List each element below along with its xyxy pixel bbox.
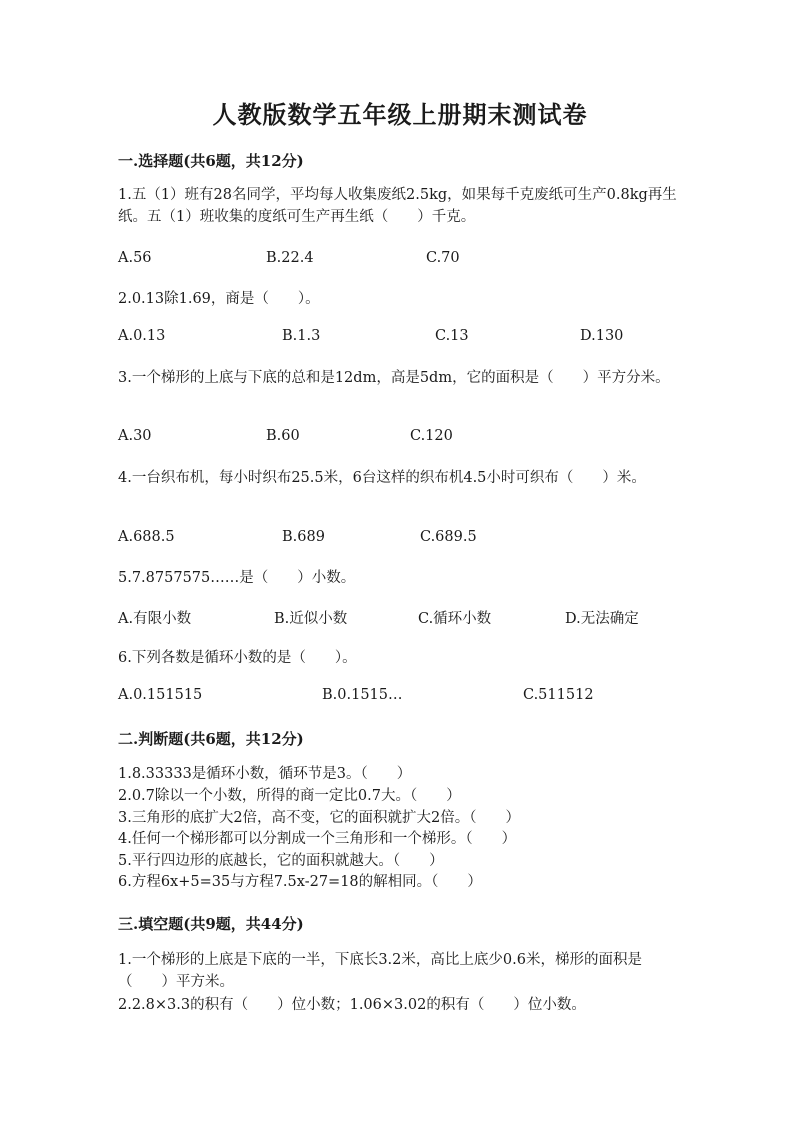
- fill-blank-item-1: 1.一个梯形的上底是下底的一半，下底长3.2米，高比上底少0.6米，梯形的面积是（ ）平方米。: [118, 952, 642, 990]
- page-title: 人教版数学五年级上册期末测试卷: [212, 100, 588, 129]
- question-5-option-a: A.有限小数: [118, 611, 192, 627]
- question-4-option-b: B.689: [282, 529, 325, 545]
- question-5-option-c: C.循环小数: [418, 611, 492, 627]
- question-3-option-b: B.60: [266, 428, 300, 444]
- question-2-option-a: A.0.13: [118, 328, 166, 344]
- question-1-option-c: C.70: [426, 250, 460, 266]
- question-3-option-c: C.120: [410, 428, 453, 444]
- true-false-item-4: 4.任何一个梯形都可以分割成一个三角形和一个梯形。（ ）: [118, 831, 517, 847]
- question-1-option-b: B.22.4: [266, 250, 314, 266]
- question-3: 3.一个梯形的上底与下底的总和是12dm，高是5dm，它的面积是（ ）平方分米。: [118, 370, 670, 386]
- question-5: 5.7.8757575……是（ ）小数。: [118, 570, 356, 586]
- true-false-item-2: 2.0.7除以一个小数，所得的商一定比0.7大。（ ）: [118, 788, 461, 804]
- question-2: 2.0.13除1.69，商是（ ）。: [118, 291, 320, 307]
- question-2-option-b: B.1.3: [282, 328, 321, 344]
- fill-blank-item-2: 2.2.8×3.3的积有（ ）位小数；1.06×3.02的积有（ ）位小数。: [118, 997, 586, 1013]
- true-false-item-1: 1.8.33333是循环小数，循环节是3。（ ）: [118, 766, 412, 782]
- question-6-option-b: B.0.1515…: [322, 687, 403, 703]
- section-heading-true-false: 二.判断题(共6题，共12分): [118, 730, 304, 748]
- question-3-option-a: A.30: [118, 428, 152, 444]
- question-5-option-d: D.无法确定: [565, 611, 639, 627]
- question-1-option-a: A.56: [118, 250, 152, 266]
- true-false-item-3: 3.三角形的底扩大2倍，高不变，它的面积就扩大2倍。（ ）: [118, 810, 521, 826]
- question-4: 4.一台织布机，每小时织布25.5米，6台这样的织布机4.5小时可织布（ ）米。: [118, 470, 646, 486]
- section-heading-fill-blank: 三.填空题(共9题，共44分): [118, 915, 304, 933]
- question-4-option-a: A.688.5: [118, 529, 175, 545]
- true-false-item-5: 5.平行四边形的底越长，它的面积就越大。（ ）: [118, 853, 444, 869]
- section-heading-choice: 一.选择题(共6题，共12分): [118, 152, 304, 170]
- question-4-option-c: C.689.5: [420, 529, 477, 545]
- question-1: 1.五（1）班有28名同学，平均每人收集废纸2.5kg，如果每千克废纸可生产0.8kg再生纸。五（1）班收集的度纸可生产再生纸（ ）千克。: [118, 187, 677, 225]
- question-6-option-c: C.511512: [523, 687, 594, 703]
- question-6-option-a: A.0.151515: [118, 687, 203, 703]
- true-false-item-6: 6.方程6x+5=35与方程7.5x-27=18的解相同。（ ）: [118, 874, 482, 890]
- question-6: 6.下列各数是循环小数的是（ ）。: [118, 650, 357, 666]
- question-2-option-c: C.13: [435, 328, 469, 344]
- question-2-option-d: D.130: [580, 328, 624, 344]
- question-5-option-b: B.近似小数: [274, 611, 348, 627]
